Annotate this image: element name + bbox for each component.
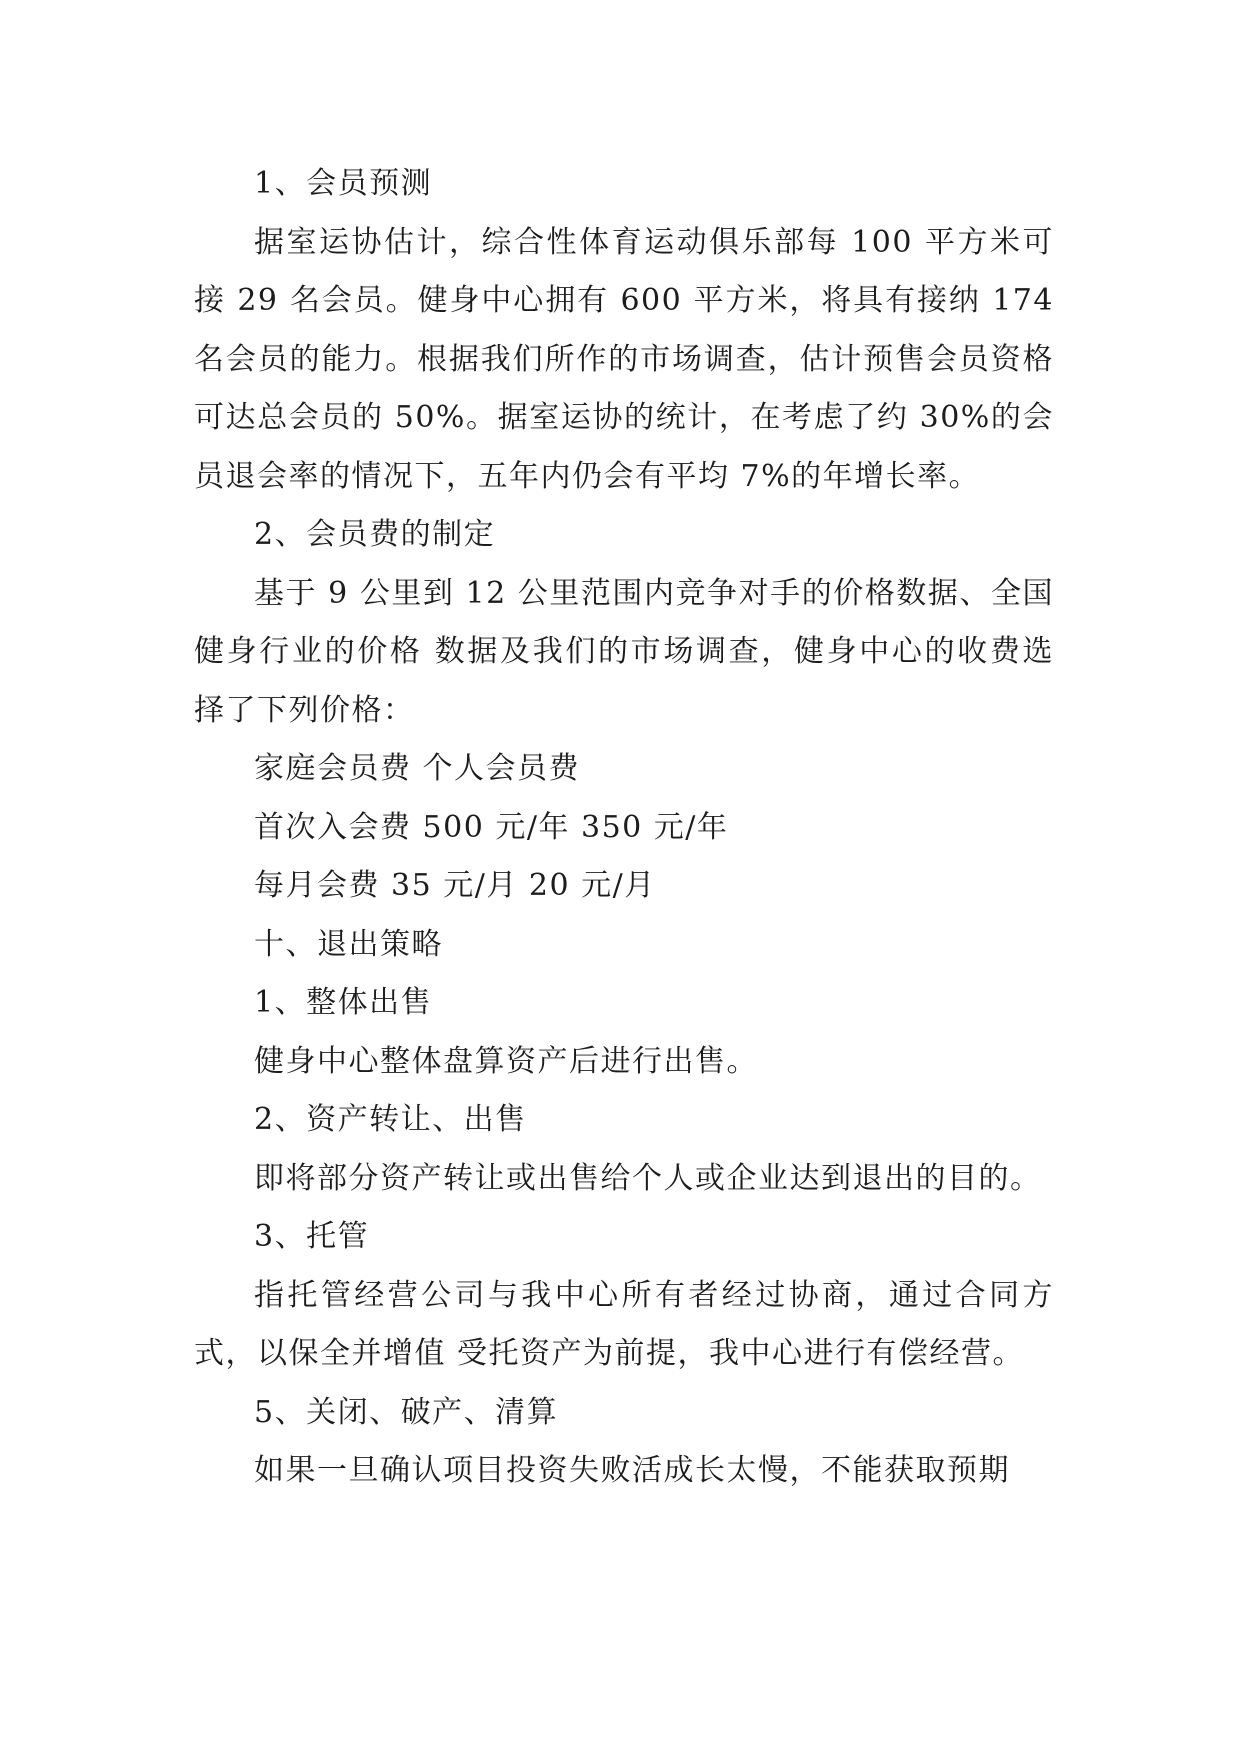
paragraph-closure-liquidation: 如果一旦确认项目投资失败活成长太慢，不能获取预期 <box>254 1453 1010 1488</box>
section-heading-membership-fee: 2、会员费的制定 <box>254 517 496 552</box>
paragraph-asset-transfer: 即将部分资产转让或出售给个人或企业达到退出的目的。 <box>254 1160 1042 1196</box>
paragraph-overall-sale: 健身中心整体盘算资产后进行出售。 <box>254 1043 758 1079</box>
fee-table-header-line: 家庭会员费 个人会员费 <box>254 751 581 786</box>
subheading-trusteeship: 3、托管 <box>254 1219 370 1254</box>
paragraph-membership-fee: 基于 9 公里到 12 公里范围内竞争对手的价格数据、全国健身行业的价格 数据及我们的市场调查，健身中心的收费选择了下列价格： <box>194 575 1054 728</box>
fee-table-initial-fee-line: 首次入会费 500 元/年 350 元/年 <box>254 809 729 845</box>
paragraph-member-forecast: 据室运协估计，综合性体育运动俱乐部每 100 平方米可接 29 名会员。健身中心拥有 600 平方米，将具有接纳 174 名会员的能力。根据我们所作的市场调查，估计预售会员资格可达总会员的 50%。据室运协的统计，在考虑了约 30%的会员退会率的情况下，五年内仍会有平均 7%的年增长率。 <box>194 224 1054 494</box>
subheading-asset-transfer: 2、资产转让、出售 <box>254 1102 527 1137</box>
subheading-closure-liquidation: 5、关闭、破产、清算 <box>254 1394 559 1430</box>
section-heading-member-forecast: 1、会员预测 <box>254 166 433 201</box>
document-body <box>194 155 1054 1501</box>
fee-table-monthly-fee-line: 每月会费 35 元/月 20 元/月 <box>254 868 656 903</box>
section-heading-exit-strategy: 十、退出策略 <box>254 926 443 962</box>
paragraph-trusteeship: 指托管经营公司与我中心所有者经过协商，通过合同方式，以保全并增值 受托资产为前提，我中心进行有偿经营。 <box>194 1277 1054 1371</box>
subheading-overall-sale: 1、整体出售 <box>254 985 433 1020</box>
